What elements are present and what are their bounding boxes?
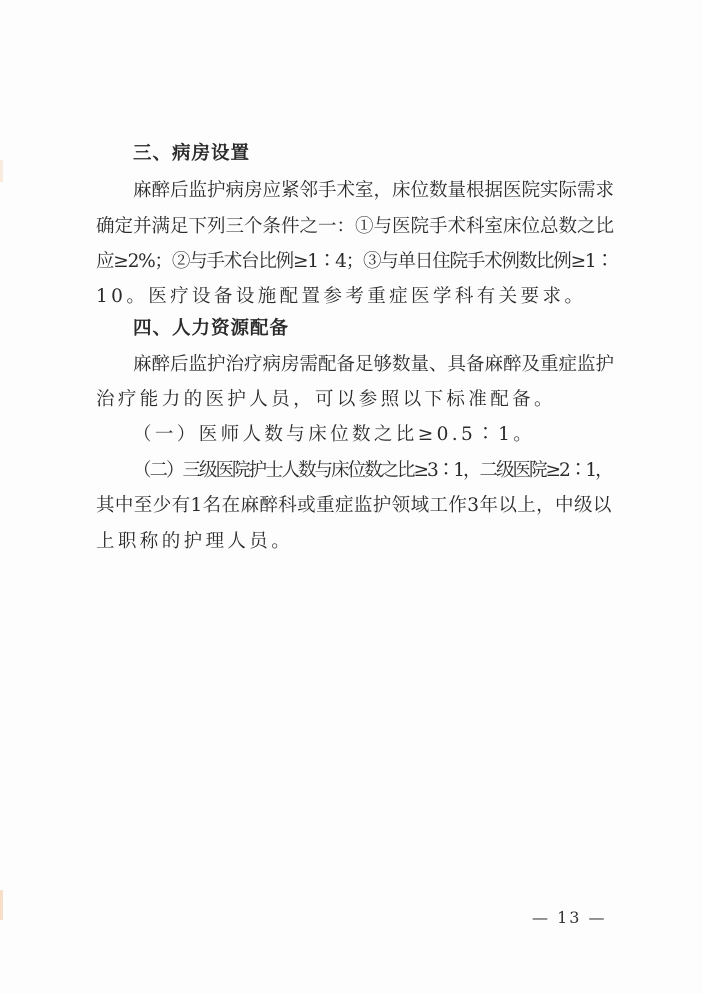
paragraph-line: 治疗能力的医护人员，可以参照以下标准配备。 xyxy=(96,389,556,410)
scan-edge-mark xyxy=(0,890,3,920)
paragraph-line: 应≥2%；②与手术台比例≥1∶4；③与单日住院手术例数比例≥1∶ xyxy=(96,251,613,272)
paragraph-line: （一）医师人数与床位数之比≥0.5∶1。 xyxy=(133,424,536,445)
paragraph-line: 上职称的护理人员。 xyxy=(96,531,294,552)
page-number: — 13 — xyxy=(532,908,607,927)
paragraph-line: 麻醉后监护病房应紧邻手术室，床位数量根据医院实际需求 xyxy=(133,180,615,201)
section-heading-staffing: 四、人力资源配备 xyxy=(133,318,290,339)
scan-edge-mark xyxy=(0,160,3,182)
paragraph-line: 确定并满足下列三个条件之一：①与医院手术科室床位总数之比 xyxy=(96,216,615,237)
section-heading-ward-setup: 三、病房设置 xyxy=(133,143,251,164)
paragraph-line: （二）三级医院护士人数与床位数之比≥3∶1，二级医院≥2∶1， xyxy=(133,460,612,481)
paragraph-line: 其中至少有1名在麻醉科或重症监护领域工作3年以上，中级以 xyxy=(96,495,612,516)
paragraph-line: 麻醉后监护治疗病房需配备足够数量、具备麻醉及重症监护 xyxy=(133,354,615,375)
paragraph-line: 10。医疗设备设施配置参考重症医学科有关要求。 xyxy=(96,286,587,307)
